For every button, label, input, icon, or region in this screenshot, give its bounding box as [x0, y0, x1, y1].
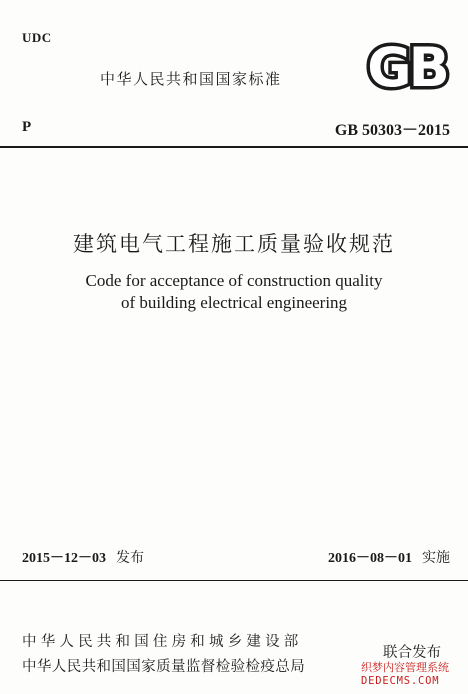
standard-number: GB 50303－2015	[334, 122, 450, 139]
effective-label: 实施	[422, 550, 450, 566]
issue-date-row	[22, 547, 144, 567]
gb-logo-text: GB	[367, 40, 447, 92]
issuer-aqsiq: 中华人民共和国国家质量监督检验检疫总局	[22, 659, 306, 675]
gb-logo	[362, 40, 452, 92]
joint-issue-label: 联合发布	[383, 645, 441, 661]
title-chinese: 建筑电气工程施工质量验收规范	[73, 232, 395, 256]
effective-date-row	[328, 547, 450, 567]
issuer-ministry: 中华人民共和国住房和城乡建设部	[22, 634, 303, 650]
watermark-url: DEDECMS.COM	[361, 675, 440, 687]
standard-type-label: 中华人民共和国国家标准	[100, 70, 282, 88]
effective-date: 2016－08－01	[328, 551, 412, 566]
title-english-line-1: Code for acceptance of construction quality	[85, 271, 383, 290]
classification-code: P	[22, 119, 32, 135]
udc-label: UDC	[22, 30, 52, 45]
issue-date: 2015－12－03	[22, 551, 106, 566]
issue-label: 发布	[116, 550, 144, 566]
header-divider	[0, 146, 468, 148]
watermark-text: 织梦内容管理系统	[361, 661, 449, 674]
title-english-line-2: of building electrical engineering	[120, 293, 348, 312]
title-english	[0, 270, 468, 314]
footer-divider	[0, 580, 468, 581]
